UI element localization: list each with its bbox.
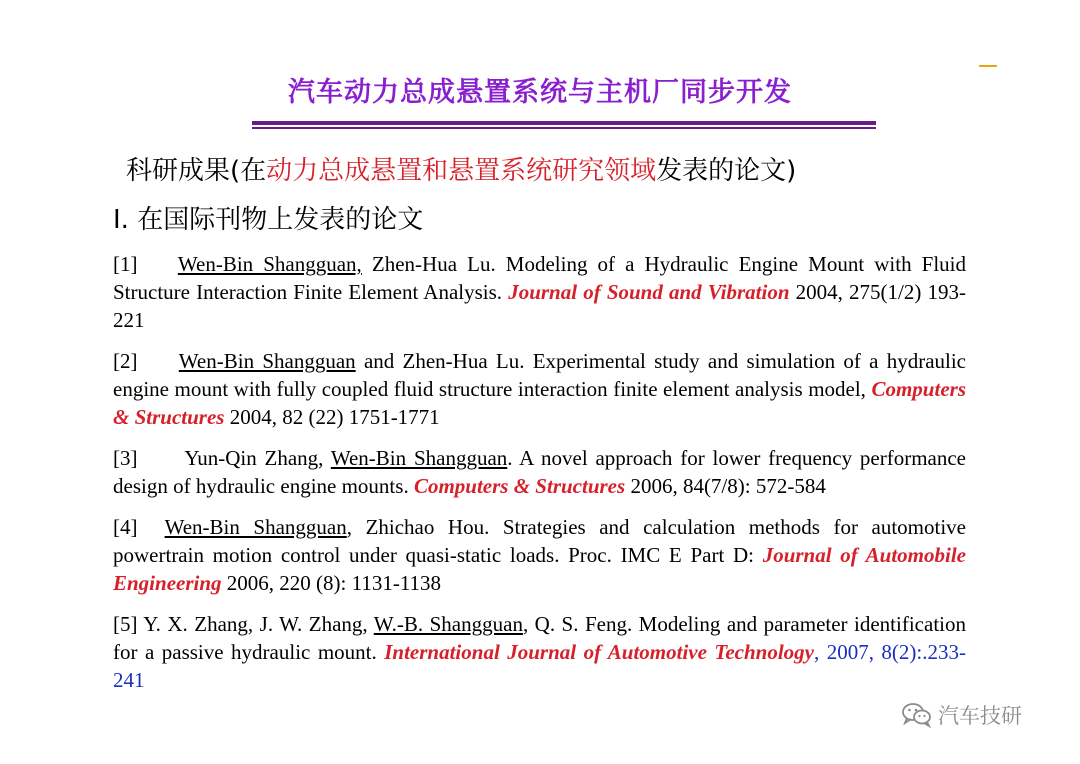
reference-item-4 — [113, 513, 966, 597]
reference-journal: Journal of Sound and Vibration — [508, 280, 790, 304]
reference-body: and Zhen-Hua Lu. Experimental study and simulation of a hydraulic engine mount with fully coupled fluid structure interaction finite element analysis model, — [113, 349, 967, 401]
reference-journal: International Journal of Automotive Technology — [384, 640, 814, 664]
watermark-text: 汽车技研 — [938, 704, 1022, 728]
reference-list — [113, 250, 966, 707]
title-underline-thick — [252, 121, 876, 125]
reference-number: [3] — [113, 446, 138, 470]
corner-accent-mark — [979, 65, 997, 67]
section-heading-suffix: 发表的论文) — [656, 156, 797, 186]
watermark — [902, 700, 1022, 730]
reference-coauthors: Y. X. Zhang, J. W. Zhang, — [143, 612, 368, 636]
reference-journal: Computers & Structures — [113, 377, 966, 429]
section-heading-prefix: 科研成果(在 — [126, 156, 267, 186]
reference-item-3 — [113, 444, 966, 500]
section-heading-highlight: 动力总成悬置和悬置系统研究领域 — [266, 156, 657, 186]
reference-number: [1] — [113, 252, 138, 276]
reference-highlighted-author: Wen-Bin Shangguan, — [177, 252, 362, 276]
reference-number: [4] — [113, 515, 138, 539]
reference-item-1 — [113, 250, 966, 334]
reference-highlighted-author: W.-B. Shangguan — [373, 612, 523, 636]
reference-number: [2] — [113, 349, 138, 373]
reference-highlighted-author: Wen-Bin Shangguan — [164, 515, 347, 539]
reference-body: , Q. S. Feng. Modeling and parameter identification for a passive hydraulic mount. — [113, 612, 966, 664]
reference-body: , Zhichao Hou. Strategies and calculation methods for automotive powertrain motion control under quasi-static loads. Proc. IMC E Part D: — [113, 515, 966, 567]
subsection-heading: I. 在国际刊物上发表的论文 — [113, 205, 424, 235]
reference-citation: 2004, 82 (22) 1751-1771 — [229, 405, 440, 429]
reference-coauthors: Yun-Qin Zhang, — [184, 446, 324, 470]
reference-citation: 2006, 84(7/8): 572-584 — [630, 474, 826, 498]
page-title: 汽车动力总成悬置系统与主机厂同步开发 — [288, 77, 792, 108]
reference-body: . A novel approach for lower frequency performance design of hydraulic engine mounts. — [113, 446, 967, 498]
title-underline-thin — [252, 127, 876, 129]
reference-item-2 — [113, 347, 966, 431]
reference-number: [5] — [113, 612, 138, 636]
reference-citation: 2006, 220 (8): 1131-1138 — [226, 571, 442, 595]
reference-journal: Journal of Automobile Engineering — [113, 543, 966, 595]
wechat-icon — [902, 702, 932, 728]
reference-highlighted-author: Wen-Bin Shangguan — [178, 349, 356, 373]
reference-citation: 2004, 275(1/2) 193-221 — [113, 280, 966, 332]
reference-journal: Computers & Structures — [413, 474, 626, 498]
reference-highlighted-author: Wen-Bin Shangguan — [330, 446, 508, 470]
reference-item-5 — [113, 610, 966, 694]
reference-citation: , 2007, 8(2):.233-241 — [113, 640, 966, 692]
reference-body: Zhen-Hua Lu. Modeling of a Hydraulic Engine Mount with Fluid Structure Interaction Finite Element Analysis. — [113, 252, 967, 304]
section-heading — [126, 150, 796, 187]
